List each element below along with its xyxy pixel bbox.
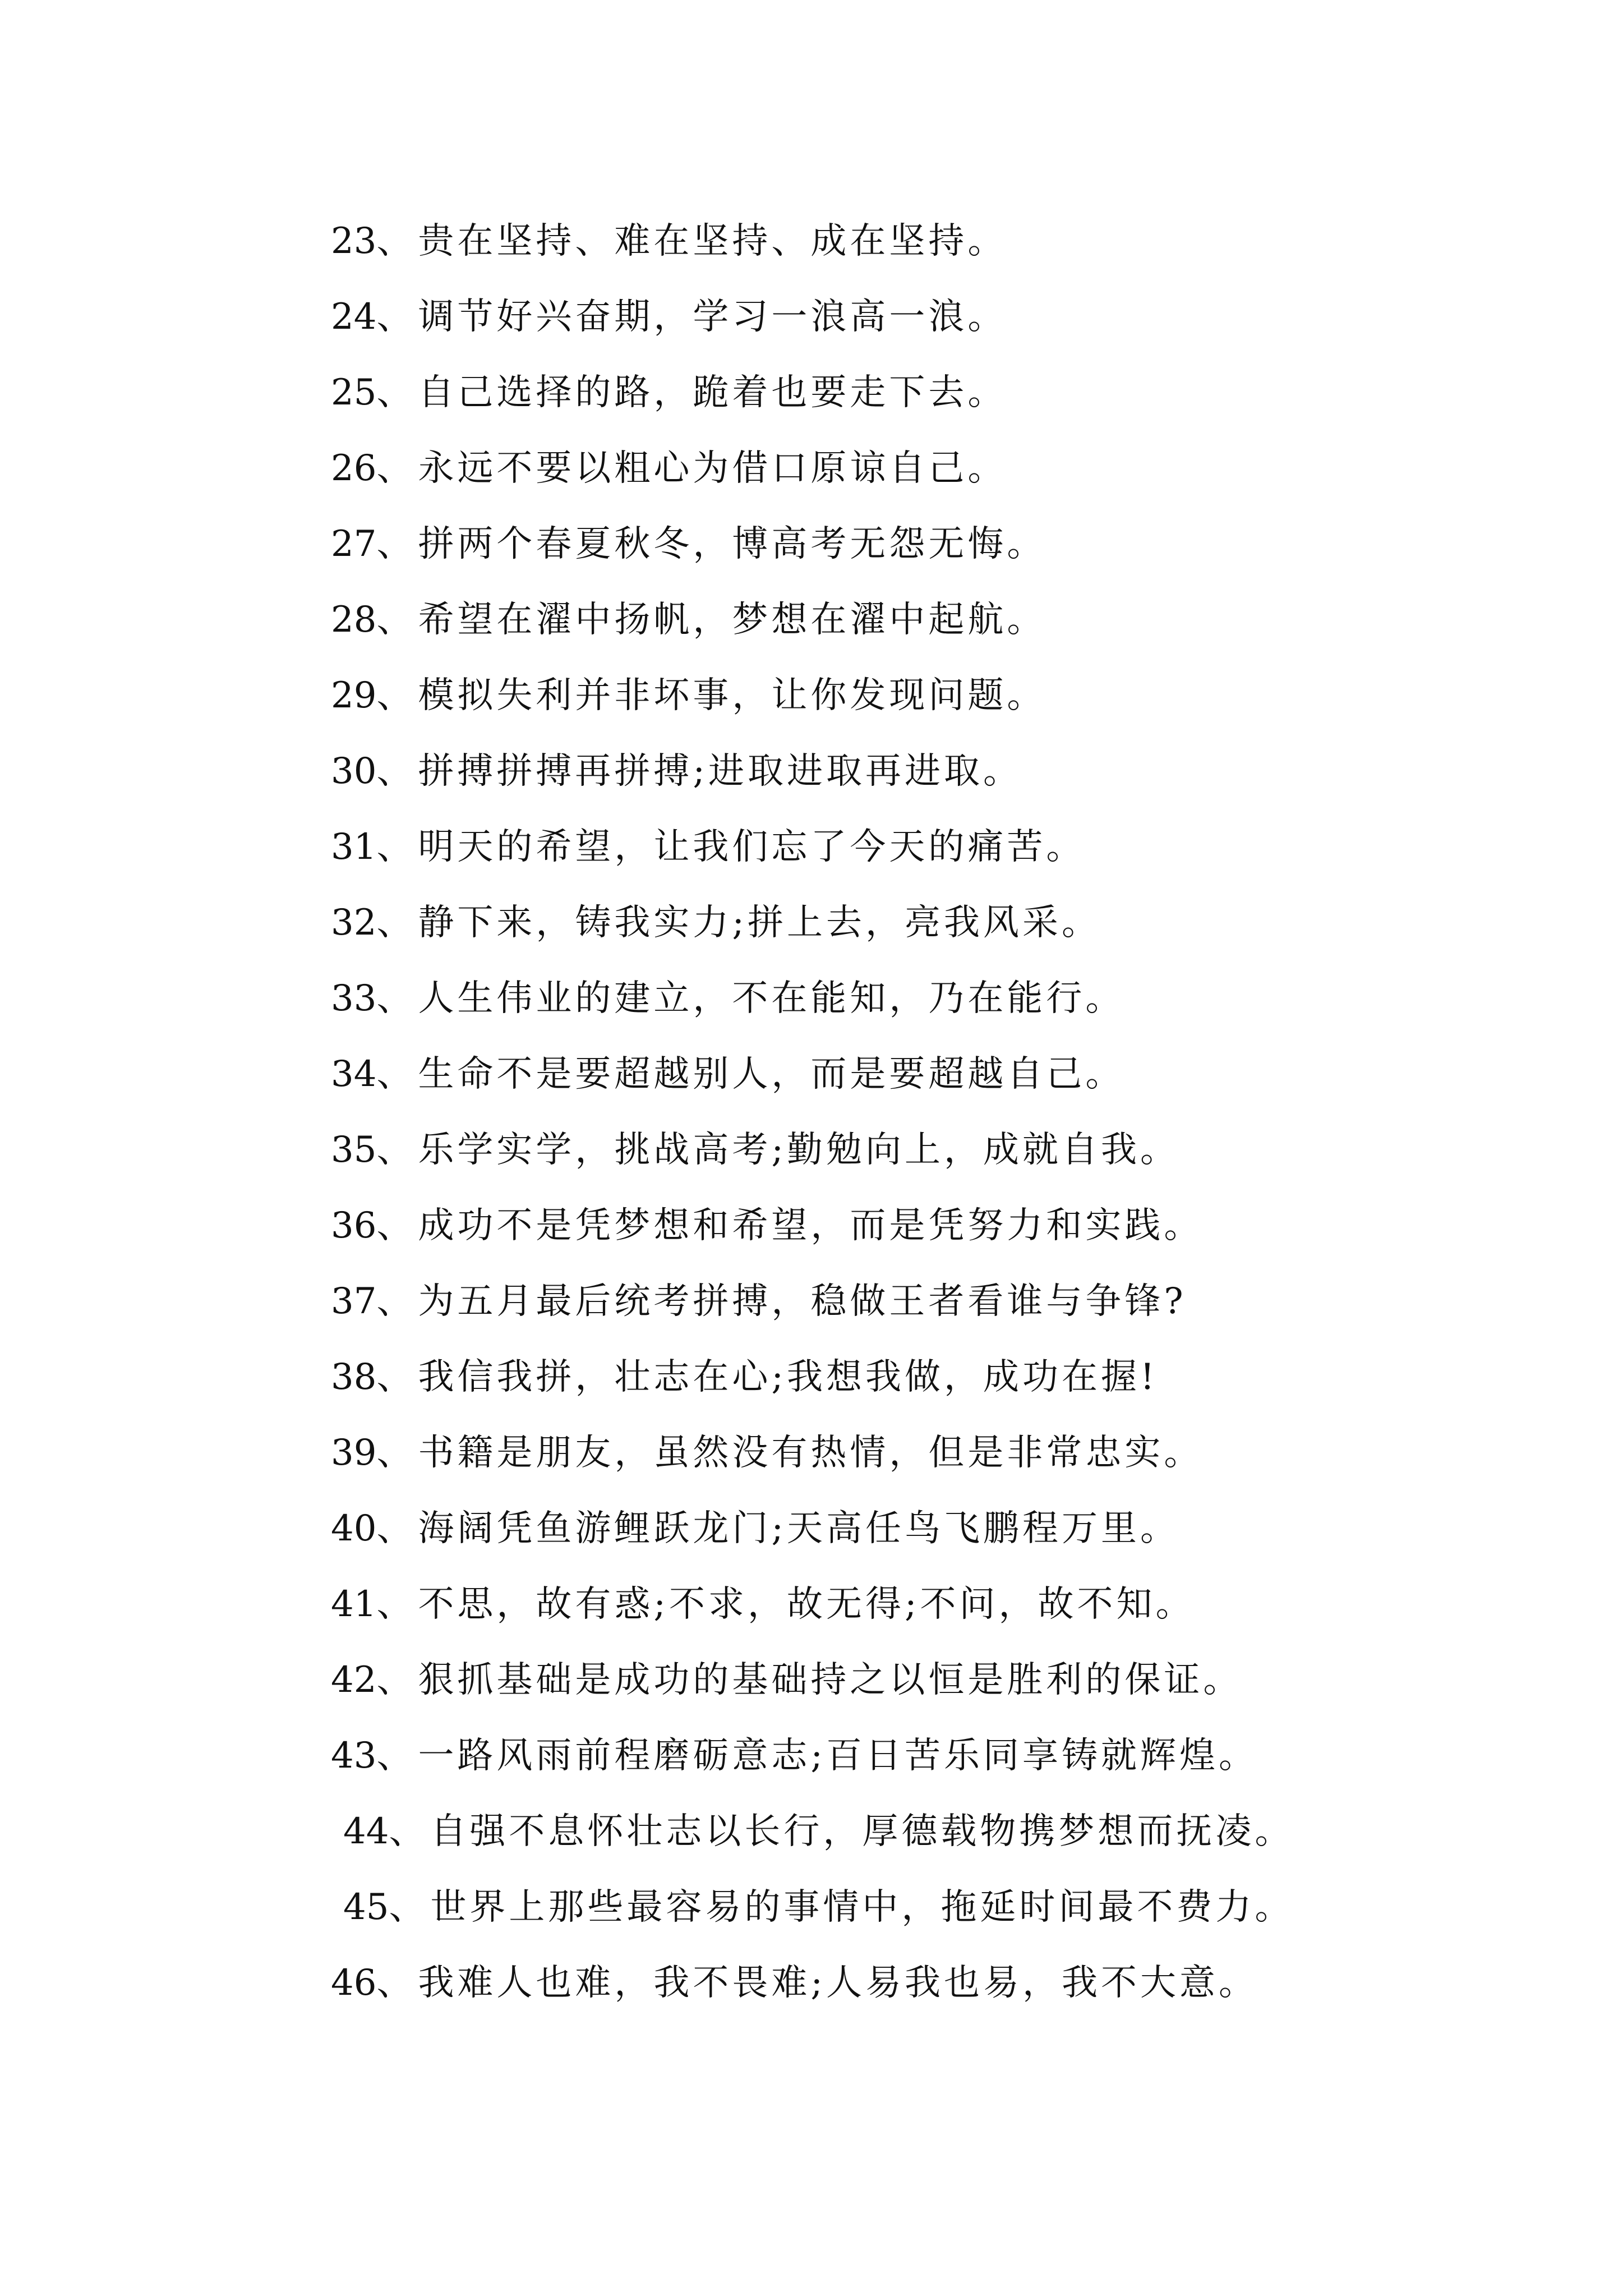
list-item: [331, 1728, 1565, 1803]
item-text: 人生伟业的建立，不在能知，乃在能行。: [418, 978, 1125, 1019]
list-item: [331, 1425, 1565, 1501]
item-number: 41: [331, 1584, 377, 1625]
list-item: [331, 1198, 1565, 1273]
list-item: [331, 592, 1565, 668]
item-number: 26: [331, 448, 377, 489]
item-separator: 、: [376, 826, 413, 868]
item-text: 永远不要以粗心为借口原谅自己。: [418, 448, 1007, 489]
item-separator: 、: [376, 1962, 413, 2004]
item-number: 23: [331, 220, 377, 262]
item-text: 一路风雨前程磨砺意志;百日苦乐同享铸就辉煌。: [418, 1735, 1258, 1777]
item-text: 贵在坚持、难在坚持、成在坚持。: [418, 220, 1007, 262]
item-text: 调节好兴奋期，学习一浪高一浪。: [418, 296, 1007, 338]
item-text: 明天的希望，让我们忘了今天的痛苦。: [418, 826, 1086, 868]
item-text: 书籍是朋友，虽然没有热情，但是非常忠实。: [418, 1432, 1204, 1474]
item-number: 43: [331, 1735, 377, 1777]
item-text: 我难人也难，我不畏难;人易我也易，我不大意。: [418, 1962, 1258, 2004]
list-item: [331, 1122, 1565, 1198]
list-item: [331, 213, 1565, 289]
item-separator: 、: [376, 1508, 413, 1549]
list-item: [331, 1576, 1565, 1652]
item-number: 38: [331, 1356, 377, 1398]
item-number: 36: [331, 1205, 377, 1246]
list-item: [331, 516, 1565, 592]
item-separator: 、: [376, 1356, 413, 1398]
item-separator: 、: [376, 1129, 413, 1171]
item-separator: 、: [376, 372, 413, 413]
item-separator: 、: [376, 1735, 413, 1777]
item-text: 不思，故有惑;不求，故无得;不问，故不知。: [418, 1584, 1195, 1625]
item-number: 29: [331, 675, 377, 716]
item-separator: 、: [376, 902, 413, 944]
item-text: 拼搏拼搏再拼搏;进取进取再进取。: [418, 751, 1022, 792]
item-number: 24: [331, 296, 377, 338]
list-item: [331, 1273, 1565, 1349]
item-number: 30: [331, 751, 377, 792]
item-text: 静下来，铸我实力;拼上去，亮我风采。: [418, 902, 1101, 944]
item-separator: 、: [376, 978, 413, 1019]
item-number: 34: [331, 1053, 377, 1095]
item-text: 拼两个春夏秋冬，博高考无怨无悔。: [418, 523, 1046, 565]
item-text: 自强不息怀壮志以长行，厚德载物携梦想而抚凌。: [430, 1811, 1294, 1852]
list-item: [331, 1046, 1565, 1122]
item-separator: 、: [376, 1659, 413, 1701]
item-text: 自己选择的路，跪着也要走下去。: [418, 372, 1007, 413]
item-text: 希望在濯中扬帆，梦想在濯中起航。: [418, 599, 1046, 641]
list-item: [331, 289, 1565, 365]
list-item: [331, 1501, 1565, 1576]
item-text: 海阔凭鱼游鲤跃龙门;天高任鸟飞鹏程万里。: [418, 1508, 1179, 1549]
item-number: 28: [331, 599, 377, 641]
item-separator: 、: [376, 751, 413, 792]
item-number: 32: [331, 902, 377, 944]
item-text: 模拟失利并非坏事，让你发现问题。: [418, 675, 1046, 716]
list-item: [331, 970, 1565, 1046]
item-separator: 、: [376, 599, 413, 641]
item-separator: 、: [376, 1053, 413, 1095]
item-separator: 、: [376, 220, 413, 262]
item-number: 40: [331, 1508, 377, 1549]
item-separator: 、: [389, 1811, 425, 1852]
item-text: 成功不是凭梦想和希望，而是凭努力和实践。: [418, 1205, 1204, 1246]
item-separator: 、: [376, 1584, 413, 1625]
list-item: [331, 895, 1565, 970]
item-separator: 、: [376, 448, 413, 489]
list-item: [331, 1349, 1565, 1425]
item-separator: 、: [376, 296, 413, 338]
item-separator: 、: [376, 1281, 413, 1322]
item-number: 35: [331, 1129, 377, 1171]
quote-list: [331, 213, 1565, 2031]
list-item: [331, 668, 1565, 743]
item-number: 31: [331, 826, 377, 868]
item-text: 为五月最后统考拼搏，稳做王者看谁与争锋?: [418, 1281, 1187, 1322]
item-number: 33: [331, 978, 377, 1019]
item-number: 46: [331, 1962, 377, 2004]
list-item: [331, 440, 1565, 516]
list-item: [331, 1652, 1565, 1728]
list-item: [331, 819, 1565, 895]
list-item: [331, 1955, 1565, 2031]
list-item: [331, 1879, 1565, 1955]
item-number: 25: [331, 372, 377, 413]
item-text: 我信我拼，壮志在心;我想我做，成功在握!: [418, 1356, 1158, 1398]
item-separator: 、: [376, 1432, 413, 1474]
list-item: [331, 365, 1565, 440]
item-number: 44: [343, 1811, 389, 1852]
item-number: 37: [331, 1281, 377, 1322]
item-number: 39: [331, 1432, 377, 1474]
item-separator: 、: [376, 675, 413, 716]
item-text: 乐学实学，挑战高考;勤勉向上，成就自我。: [418, 1129, 1179, 1171]
item-number: 27: [331, 523, 377, 565]
item-number: 45: [343, 1887, 389, 1928]
item-separator: 、: [376, 1205, 413, 1246]
item-text: 狠抓基础是成功的基础持之以恒是胜利的保证。: [418, 1659, 1243, 1701]
item-separator: 、: [389, 1887, 425, 1928]
item-text: 世界上那些最容易的事情中，拖延时间最不费力。: [430, 1887, 1294, 1928]
item-number: 42: [331, 1659, 377, 1701]
list-item: [331, 1803, 1565, 1879]
item-separator: 、: [376, 523, 413, 565]
list-item: [331, 743, 1565, 819]
item-text: 生命不是要超越别人，而是要超越自己。: [418, 1053, 1125, 1095]
